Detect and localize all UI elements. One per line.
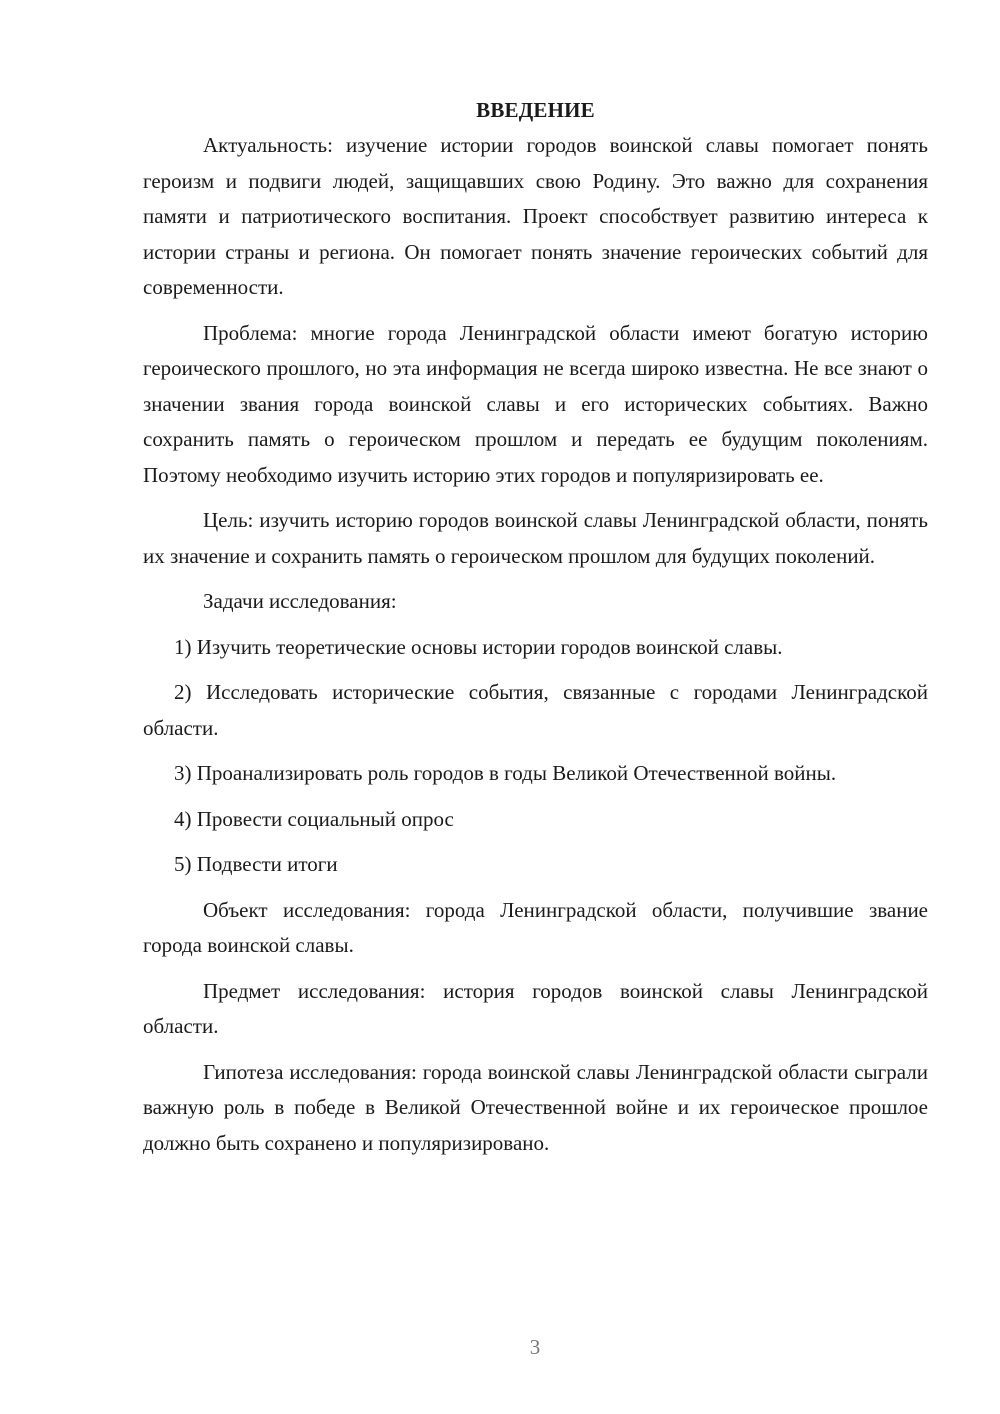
tasks-list: [143, 630, 928, 883]
task-item: 4) Провести социальный опрос: [174, 806, 454, 831]
document-page: [143, 92, 928, 1171]
hypothesis-paragraph: Гипотеза исследования: города воинской славы Ленинградской области сыграли важную роль в победе в Великой Отечественной войне и их героическое прошлое должно быть сохранено и популяризировано.: [143, 1059, 928, 1155]
page-title: ВВЕДЕНИЕ: [476, 98, 595, 122]
task-item: 3) Проанализировать роль городов в годы Великой Отечественной войны.: [174, 761, 837, 785]
page-number: 3: [529, 1335, 541, 1359]
relevance-paragraph: Актуальность: изучение истории городов воинской славы помогает понять героизм и подвиги людей, защищавших свою Родину. Это важно для сохранения памяти и патриотического воспитания. Проект способствует развитию интереса к истории страны и региона. Он помогает понять значение героических событий для современности.: [143, 133, 928, 299]
tasks-heading: Задачи исследования:: [203, 589, 397, 613]
task-item: 1) Изучить теоретические основы истории городов воинской славы.: [174, 634, 783, 659]
subject-paragraph: Предмет исследования: история городов воинской славы Ленинградской области.: [143, 978, 928, 1038]
object-paragraph: Объект исследования: города Ленинградской области, получившие звание города воинской славы.: [143, 897, 928, 957]
problem-paragraph: Проблема: многие города Ленинградской области имеют богатую историю героического прошлого, но эта информация не всегда широко известна. Не все знают о значении звания города воинской славы и его исторических событиях. Важно сохранить память о героическом прошлом и передать ее будущим поколениям. Поэтому необходимо изучить историю этих городов и популяризировать ее.: [143, 320, 928, 487]
goal-paragraph: Цель: изучить историю городов воинской славы Ленинградской области, понять их значение и сохранить память о героическом прошлом для будущих поколений.: [143, 508, 928, 568]
task-item: 2) Исследовать исторические события, связанные с городами Ленинградской области.: [143, 680, 928, 740]
task-item: 5) Подвести итоги: [174, 852, 338, 876]
